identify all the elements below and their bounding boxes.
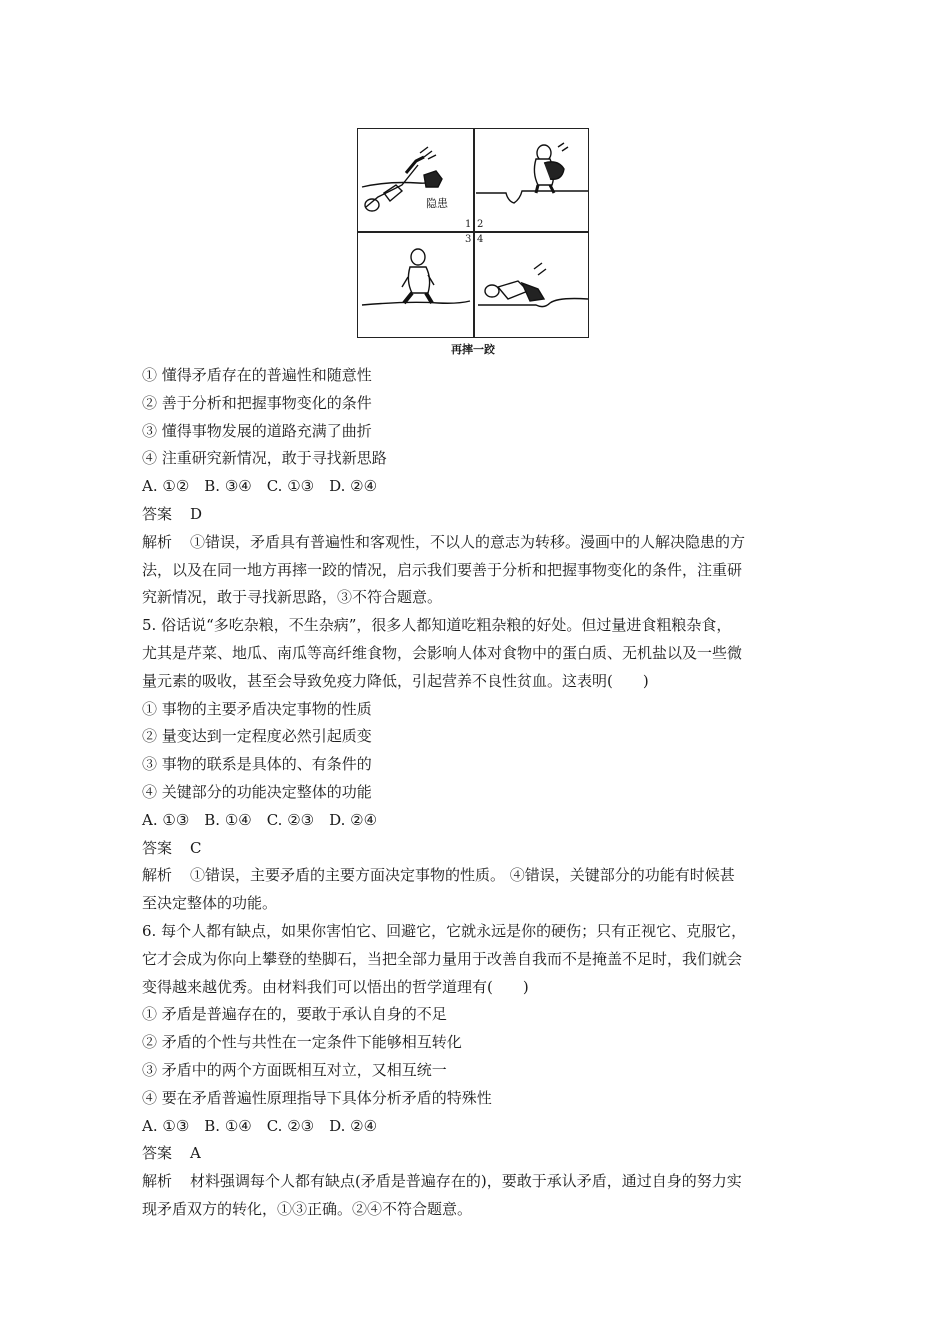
q6-analysis-row bbox=[142, 1168, 818, 1196]
panel-number-2: 2 bbox=[477, 219, 484, 230]
analysis-text: ①错误，主要矛盾的主要方面决定事物的性质。 ④错误，关键部分的功能有时候甚 bbox=[190, 866, 735, 885]
figure-caption: 再摔一跤 bbox=[451, 343, 495, 356]
analysis-label: 解析 bbox=[142, 1172, 173, 1191]
q6-option: ③ 矛盾中的两个方面既相互对立，又相互统一 bbox=[142, 1060, 447, 1079]
analysis-label: 解析 bbox=[142, 532, 173, 551]
q4-option: ① 懂得矛盾存在的普遍性和随意性 bbox=[142, 366, 372, 384]
q4-option: ② 善于分析和把握事物变化的条件 bbox=[142, 393, 372, 412]
panel-4-drawing bbox=[478, 263, 588, 307]
q6-answer-row bbox=[142, 1140, 818, 1168]
q5-option: ① 事物的主要矛盾决定事物的性质 bbox=[142, 699, 372, 718]
q4-answer-row bbox=[142, 501, 818, 529]
q5-analysis-line: 至决定整体的功能。 bbox=[142, 894, 278, 913]
q4-choices: A. ①② B. ③④ C. ①③ D. ②④ bbox=[142, 477, 378, 496]
answer-label: 答案 bbox=[142, 838, 173, 857]
answer-label: 答案 bbox=[142, 1144, 173, 1163]
q5-stem: 量元素的吸收，甚至会导致免疫力降低，引起营养不良性贫血。这表明( ) bbox=[142, 671, 649, 690]
panel-number-1: 1 bbox=[465, 219, 472, 230]
hazard-label: 隐患 bbox=[426, 197, 448, 210]
panel-number-3: 3 bbox=[465, 234, 472, 245]
question-text bbox=[142, 362, 818, 1224]
answer-value: A bbox=[190, 1144, 201, 1163]
analysis-label: 解析 bbox=[142, 866, 173, 885]
q6-stem: 6. 每个人都有缺点，如果你害怕它、回避它，它就永远是你的硬伤；只有正视它、克服它， bbox=[142, 921, 747, 940]
q5-stem: 5. 俗话说“多吃杂粮，不生杂病”，很多人都知道吃粗杂粮的好处。但过量进食粗粮杂食， bbox=[142, 616, 732, 635]
q4-analysis-line: 究新情况，敢于寻找新思路，③不符合题意。 bbox=[142, 588, 443, 607]
q5-option: ④ 关键部分的功能决定整体的功能 bbox=[142, 782, 372, 801]
q6-choices: A. ①③ B. ①④ C. ②③ D. ②④ bbox=[142, 1116, 378, 1135]
q5-answer-row bbox=[142, 835, 818, 863]
q5-option: ② 量变达到一定程度必然引起质变 bbox=[142, 727, 372, 746]
analysis-text: ①错误，矛盾具有普遍性和客观性，不以人的意志为转移。漫画中的人解决隐患的方 bbox=[190, 532, 746, 551]
panel-divider-vertical bbox=[473, 129, 475, 337]
q4-analysis-line: 法，以及在同一地方再摔一跤的情况，启示我们要善于分析和把握事物变化的条件，注重研 bbox=[142, 560, 743, 579]
q4-option: ④ 注重研究新情况，敢于寻找新思路 bbox=[142, 449, 387, 468]
q6-analysis-line: 现矛盾双方的转化，①③正确。②④不符合题意。 bbox=[142, 1199, 473, 1218]
q4-analysis-row bbox=[142, 529, 818, 557]
panel-3-drawing bbox=[362, 249, 470, 305]
panel-2-drawing bbox=[476, 143, 588, 203]
q6-option: ① 矛盾是普遍存在的，要敢于承认自身的不足 bbox=[142, 1005, 447, 1024]
q5-analysis-row bbox=[142, 862, 818, 890]
q5-choices: A. ①③ B. ①④ C. ②③ D. ②④ bbox=[142, 810, 378, 829]
comic-figure bbox=[357, 128, 589, 338]
q6-stem: 变得越来越优秀。由材料我们可以悟出的哲学道理有( ) bbox=[142, 977, 529, 996]
q5-option: ③ 事物的联系是具体的、有条件的 bbox=[142, 755, 372, 774]
panel-number-4: 4 bbox=[477, 234, 484, 245]
q6-option: ② 矛盾的个性与共性在一定条件下能够相互转化 bbox=[142, 1033, 462, 1052]
panel-divider-horizontal bbox=[358, 231, 588, 233]
q5-stem: 尤其是芹菜、地瓜、南瓜等高纤维食物，会影响人体对食物中的蛋白质、无机盐以及一些微 bbox=[142, 643, 743, 662]
answer-label: 答案 bbox=[142, 504, 173, 523]
q6-option: ④ 要在矛盾普遍性原理指导下具体分析矛盾的特殊性 bbox=[142, 1088, 492, 1107]
q6-stem: 它才会成为你向上攀登的垫脚石，当把全部力量用于改善自我而不是掩盖不足时，我们就会 bbox=[142, 949, 743, 968]
answer-value: C bbox=[190, 838, 202, 857]
answer-value: D bbox=[190, 504, 203, 523]
q4-option: ③ 懂得事物发展的道路充满了曲折 bbox=[142, 421, 372, 440]
analysis-text: 材料强调每个人都有缺点(矛盾是普遍存在的)，要敢于承认矛盾，通过自身的努力实 bbox=[190, 1172, 742, 1191]
